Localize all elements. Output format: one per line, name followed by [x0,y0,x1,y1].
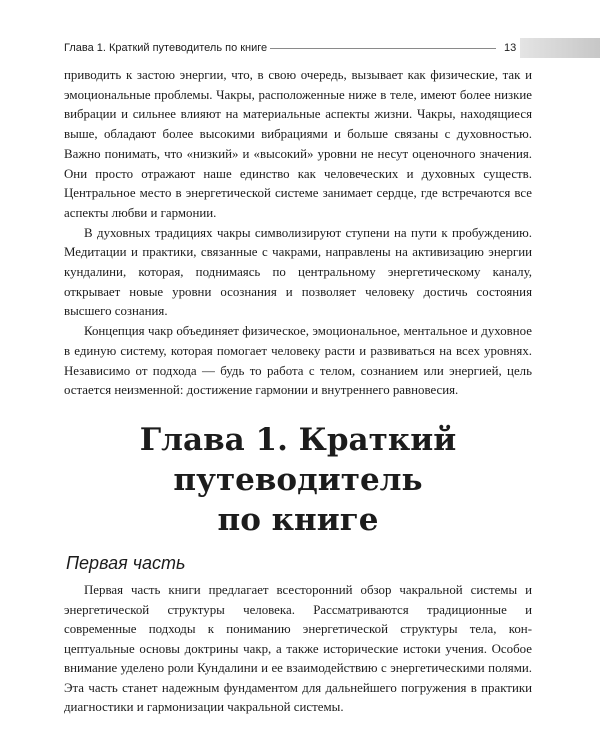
header-divider-line [270,48,496,49]
running-header-title: Глава 1. Краткий путеводитель по книге [64,42,268,54]
paragraph-3: Концепция чакр объединяет физическое, эмоциональное, ментальное и духовное в единую систему, которая помогает человеку расти и развиваться на всех уровнях. Независимо от подхода — будь то работа с телом, сознанием или энергией, цель остается неизменной: достижение гармонии и внутреннего равновесия. [64,324,532,398]
chapter-heading-line-2: путеводитель [173,462,423,498]
chapter-heading-line-1: Глава 1. Краткий [139,422,457,458]
section-heading: Первая часть [66,553,186,573]
paragraph-2: В духовных традициях чакры символизируют ступени на пути к пробуждению. Медитации и практики, связанные с чакрами, направлены на активизацию энергии кундалини, которая, поднимаясь по центральному энергетическому каналу, открывает новые уровни осознания и позволяет человеку достичь состояния высшего сознания. [64,225,532,319]
chapter-heading [64,420,532,540]
page-corner-tab [520,38,600,58]
chapter-heading-line-3: по книге [217,502,379,538]
page-number: 13 [504,42,517,54]
section-paragraph: Первая часть книги предлагает всесторонний обзор чакральной системы и энергетической структуры человека. Рассматриваются традиционные и современные подходы к пониманию энергетической структуры тела, концептуальные основы доктрины чакр, а также исторические истоки учения. Особое внимание уделено роли Кундалини и ее взаимодействию с энергетическими полями. Эта часть станет надежным фундаментом для дальнейшего погружения в практики диагностики и гармонизации чакральной системы. [64,583,532,714]
body-text [64,66,532,401]
paragraph-1: приводить к застою энергии, что, в свою очередь, вызывает как физические, так и эмоциональные проблемы. Чакры, расположенные ниже в теле, имеют более низкие вибрации и сильнее влияют на материальные аспекты жизни. Чакры, находящиеся выше, обладают более высокими вибрациями и больше связаны с духовностью. Важно понимать, что «низкий» и «высокий» уровни не несут оценочного значения. Они просто отражают наше единство как человеческих и духовных существ. Центральное место в энергетической системе занимает сердце, где встречаются все аспекты любви и гармонии. [64,68,532,220]
running-header [64,40,548,56]
section-body [64,581,532,718]
